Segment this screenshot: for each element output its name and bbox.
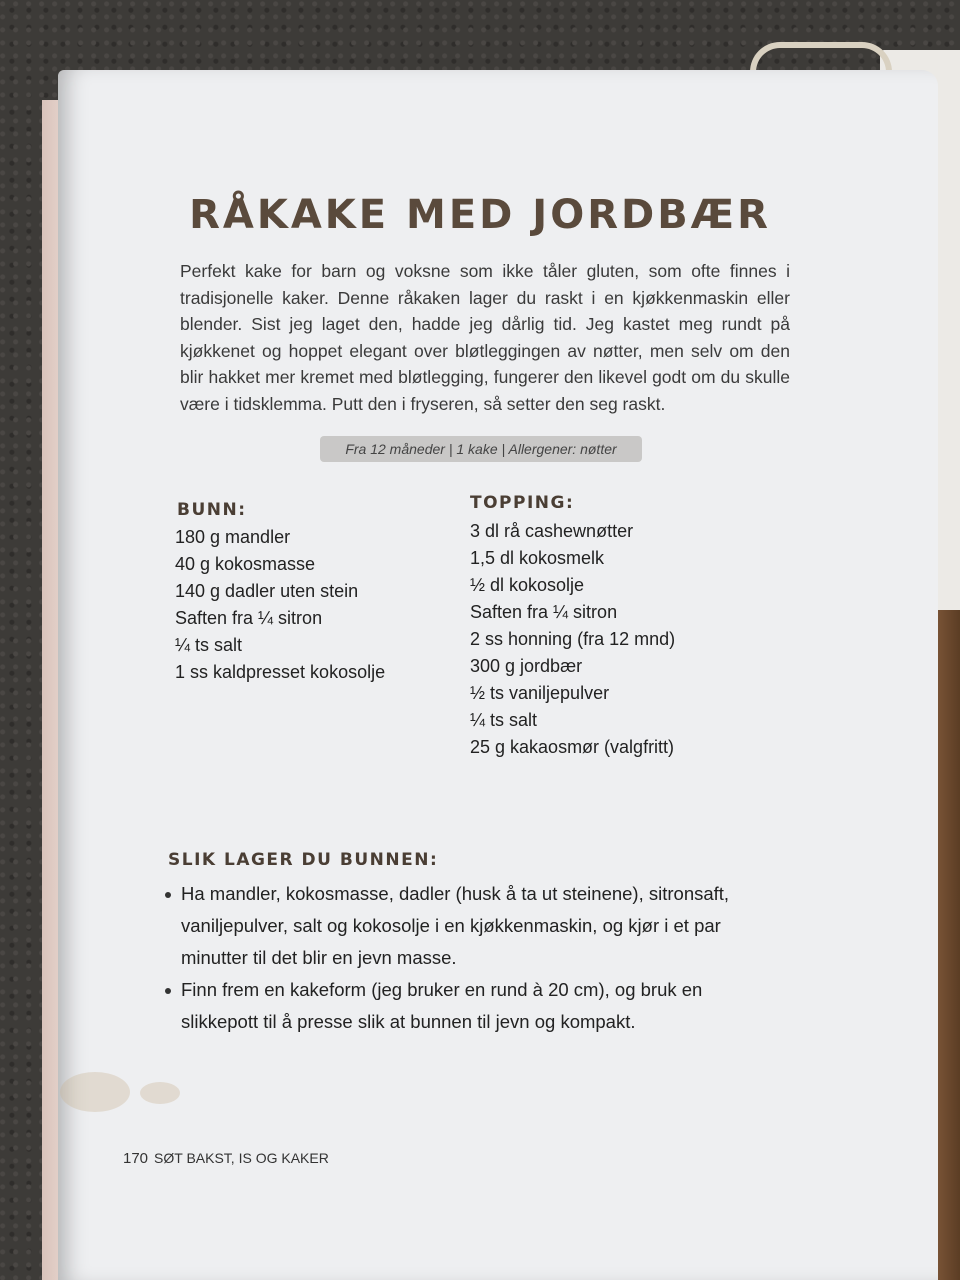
ingredient-item: ¼ ts salt xyxy=(470,710,538,730)
recipe-title: RÅKAKE MED JORDBÆR xyxy=(189,192,771,238)
page-footer xyxy=(123,1150,329,1167)
ingredient-item: 3 dl rå cashewnøtter xyxy=(470,521,634,541)
page-number: 170 xyxy=(123,1150,149,1167)
bullet-icon xyxy=(165,892,171,898)
ingredient-item: ½ ts vaniljepulver xyxy=(470,683,610,703)
topping-ingredient-list xyxy=(470,518,675,761)
ingredient-item: ½ dl kokosolje xyxy=(470,575,585,595)
method-step-text: Finn frem en kakeform (jeg bruker en rund à 20 cm), og bruk en slikkepott til å presse slik at bunnen til jevn og kompakt. xyxy=(181,979,703,1032)
ingredient-item: 180 g mandler xyxy=(175,527,291,547)
ingredient-item: 25 g kakaosmør (valgfritt) xyxy=(470,737,675,757)
bullet-icon xyxy=(165,988,171,994)
method-step xyxy=(165,974,765,1038)
method-step xyxy=(165,878,765,974)
ingredient-item: 1 ss kaldpresset kokosolje xyxy=(175,662,386,682)
method-heading: SLIK LAGER DU BUNNEN: xyxy=(168,850,439,870)
topping-heading: TOPPING: xyxy=(470,493,575,513)
bunn-heading: BUNN: xyxy=(177,500,247,520)
page-stain xyxy=(60,1072,130,1112)
ingredient-item: 300 g jordbær xyxy=(470,656,583,676)
recipe-intro: Perfekt kake for barn og voksne som ikke tåler gluten, som ofte finnes i tradisjonelle kaker. Denne råkaken lager du raskt i en kjøkkenmaskin eller blender. Sist jeg laget den, hadde jeg dårlig tid. Jeg kastet meg rundt på kjøkkenet og hoppet elegant over bløtleggingen av nøtter, men selv om den blir hakket mer kremet med bløtlegging, fungerer den likevel godt om du skulle være i tidsklemma. Putt den i fryseren, så setter den seg raskt. xyxy=(180,261,790,414)
method-steps xyxy=(165,878,765,1038)
ingredient-item: 1,5 dl kokosmelk xyxy=(470,548,605,568)
ingredient-item: 140 g dadler uten stein xyxy=(175,581,359,601)
section-name: SØT BAKST, IS OG KAKER xyxy=(154,1150,329,1166)
page-stain xyxy=(140,1082,180,1104)
recipe-meta-badge: Fra 12 måneder | 1 kake | Allergener: nøtter xyxy=(320,436,642,462)
bunn-ingredient-list xyxy=(175,524,385,686)
ingredient-item: ¼ ts salt xyxy=(175,635,243,655)
ingredient-item: Saften fra ¼ sitron xyxy=(175,608,323,628)
ingredient-item: 40 g kokosmasse xyxy=(175,554,316,574)
ingredient-item: 2 ss honning (fra 12 mnd) xyxy=(470,629,676,649)
ingredient-item: Saften fra ¼ sitron xyxy=(470,602,618,622)
method-step-text: Ha mandler, kokosmasse, dadler (husk å ta ut steinene), sitronsaft, vaniljepulver, salt og kokosolje i en kjøkkenmaskin, og kjør i et par minutter til det blir en jevn masse. xyxy=(181,883,730,968)
